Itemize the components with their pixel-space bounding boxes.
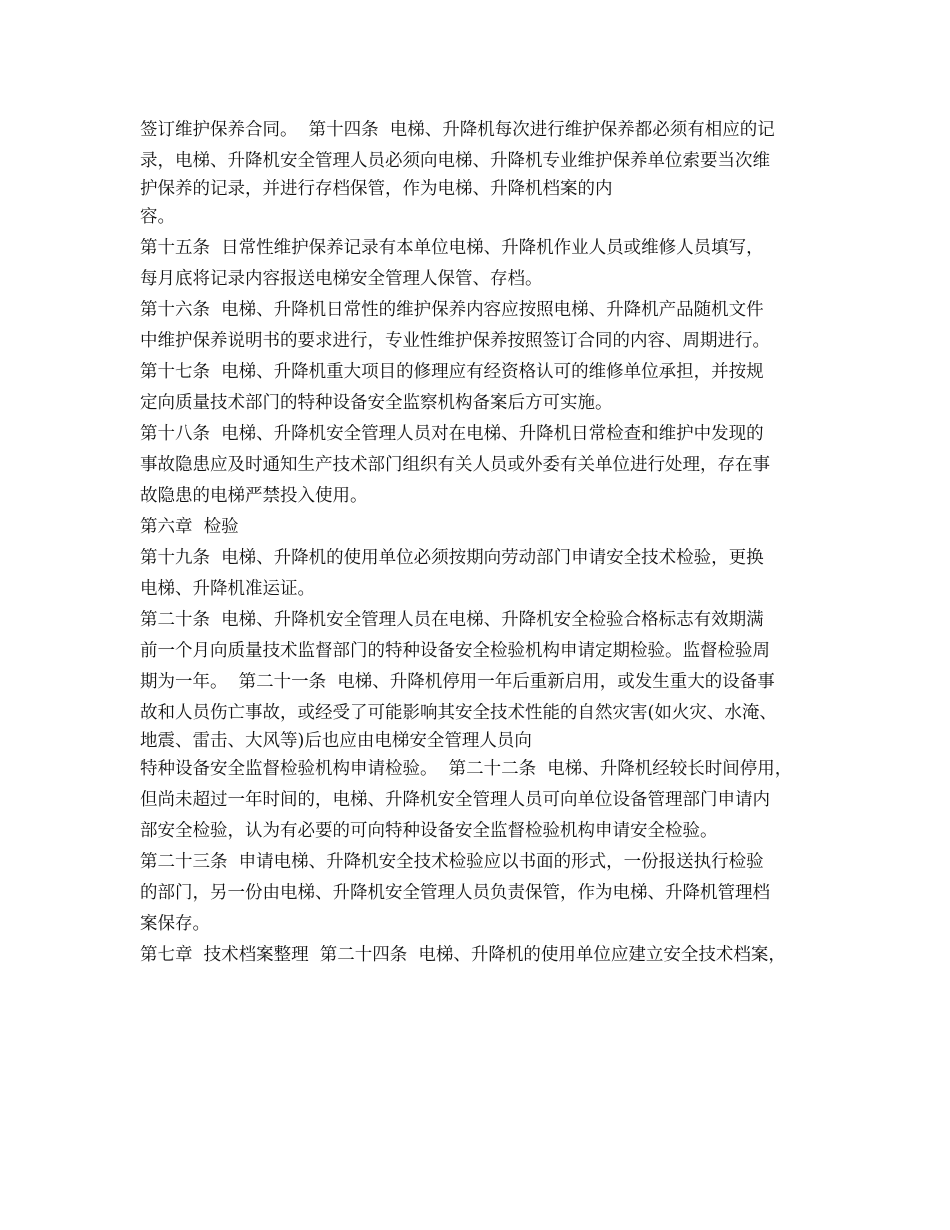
text-line: 第十八条 电梯、升降机安全管理人员对在电梯、升降机日常检查和维护中发现的 — [140, 424, 764, 444]
text-line: 中维护保养说明书的要求进行，专业性维护保养按照签订合同的内容、周期进行。 — [140, 331, 770, 351]
text-line: 部安全检验，认为有必要的可向特种设备安全监督检验机构申请安全检验。 — [140, 821, 718, 841]
section-heading: 第六章 检验 — [140, 517, 239, 537]
text-line: 签订维护保养合同。 第十四条 电梯、升降机每次进行维护保养都必须有相应的记 — [140, 120, 775, 140]
text-line: 第七章 技术档案整理 第二十四条 电梯、升降机的使用单位应建立安全技术档案， — [140, 945, 786, 965]
text-line: 第十九条 电梯、升降机的使用单位必须按期向劳动部门申请安全技术检验，更换 — [140, 548, 764, 568]
text-line: 第二十三条 申请电梯、升降机安全技术检验应以书面的形式，一份报送执行检验 — [140, 852, 764, 872]
text-line: 地震、雷击、大风等)后也应由电梯安全管理人员向 — [140, 731, 532, 751]
text-line: 定向质量技术部门的特种设备安全监察机构备案后方可实施。 — [140, 393, 613, 413]
text-line: 第十五条 日常性维护保养记录有本单位电梯、升降机作业人员或维修人员填写， — [140, 238, 764, 258]
document-body — [140, 115, 830, 971]
text-line: 第十六条 电梯、升降机日常性的维护保养内容应按照电梯、升降机产品随机文件 — [140, 300, 764, 320]
text-line: 每月底将记录内容报送电梯安全管理人保管、存档。 — [140, 269, 543, 289]
text-line: 前一个月向质量技术监督部门的特种设备安全检验机构申请定期检验。监督检验周 — [140, 641, 770, 661]
text-line: 特种设备安全监督检验机构申请检验。 第二十二条 电梯、升降机经较长时间停用， — [140, 759, 793, 779]
text-line: 但尚未超过一年时间的，电梯、升降机安全管理人员可向单位设备管理部门申请内 — [140, 790, 770, 810]
text-line: 故隐患的电梯严禁投入使用。 — [140, 486, 368, 506]
text-line: 护保养的记录，并进行存档保管，作为电梯、升降机档案的内 — [140, 179, 613, 199]
text-line: 期为一年。 第二十一条 电梯、升降机停用一年后重新启用，或发生重大的设备事 — [140, 672, 775, 692]
text-line: 事故隐患应及时通知生产技术部门组织有关人员或外委有关单位进行处理，存在事 — [140, 455, 770, 475]
text-line: 录，电梯、升降机安全管理人员必须向电梯、升降机专业维护保养单位索要当次维 — [140, 151, 770, 171]
text-line: 第十七条 电梯、升降机重大项目的修理应有经资格认可的维修单位承担，并按规 — [140, 362, 764, 382]
text-line: 故和人员伤亡事故，或经受了可能影响其安全技术性能的自然灾害(如火灾、水淹、 — [140, 703, 777, 723]
text-line: 第二十条 电梯、升降机安全管理人员在电梯、升降机安全检验合格标志有效期满 — [140, 610, 764, 630]
text-line: 容。 — [140, 207, 175, 227]
text-line: 案保存。 — [140, 914, 210, 934]
text-line: 电梯、升降机准运证。 — [140, 579, 315, 599]
text-line: 的部门，另一份由电梯、升降机安全管理人员负责保管，作为电梯、升降机管理档 — [140, 883, 770, 903]
